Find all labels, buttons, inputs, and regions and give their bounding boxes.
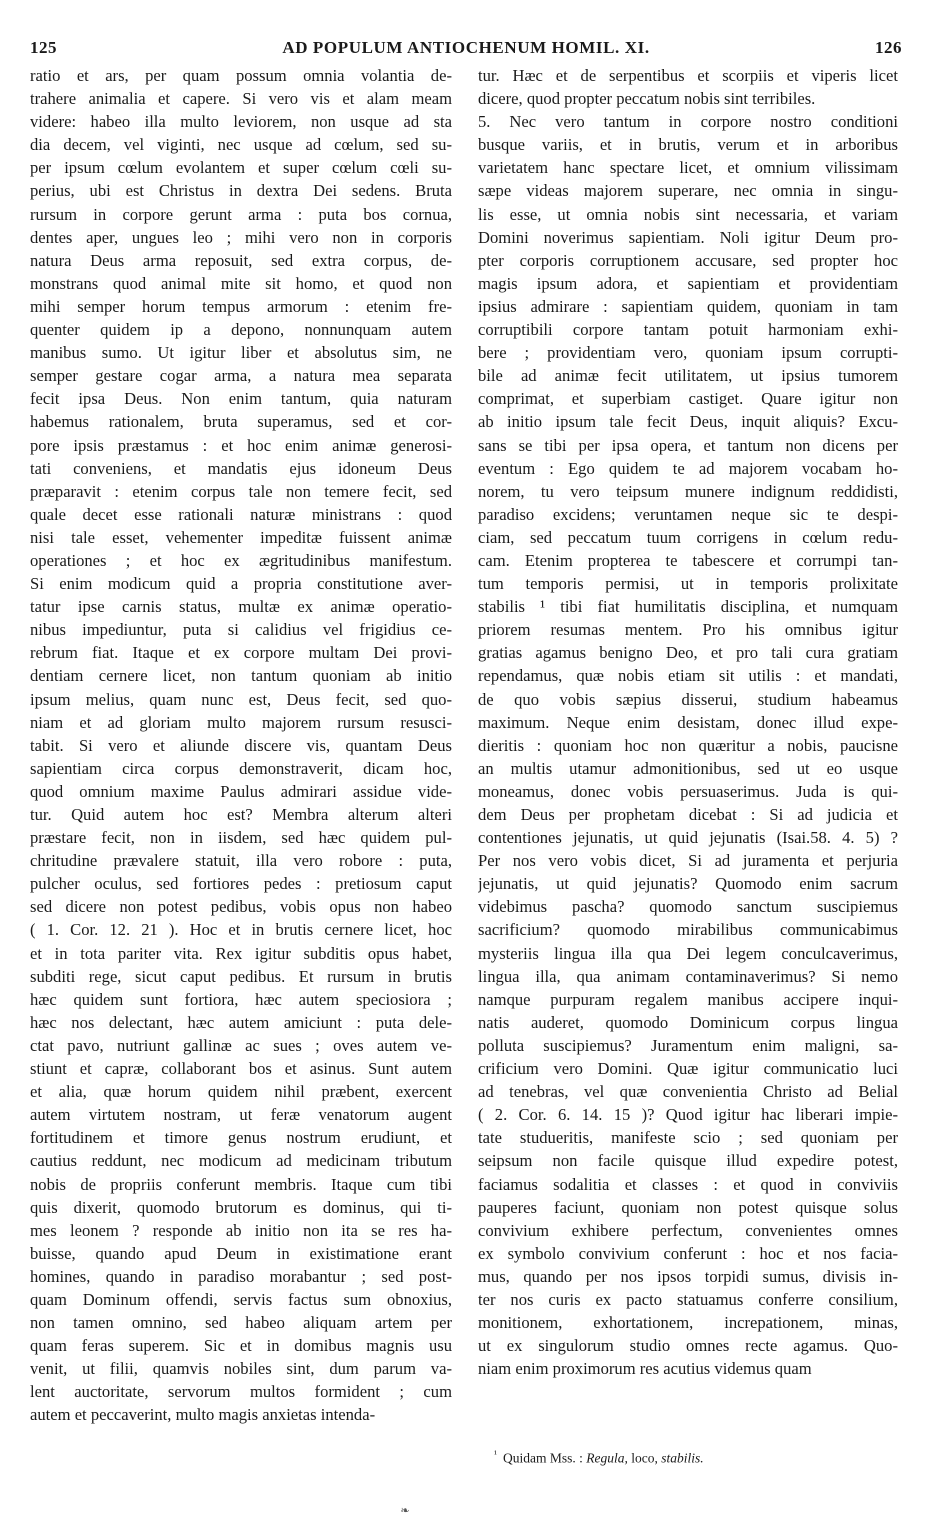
left-column-line: fecit ipsa Deus. Non enim tantum, quia naturam bbox=[30, 389, 452, 409]
left-column-line: autem et peccaverint, multo magis anxietas intenda- bbox=[30, 1405, 376, 1425]
left-column-line: pulcher oculus, sed fortiores pedes : pretiosum caput bbox=[30, 874, 452, 894]
footnote-lemma: stabilis. bbox=[661, 1450, 704, 1466]
running-header bbox=[30, 36, 902, 60]
left-column-line: ratio et ars, per quam possum omnia volantia de- bbox=[30, 66, 452, 85]
right-column-line: videbimus pascha? quomodo sanctum suscipiemus bbox=[478, 897, 898, 917]
left-column-line: non tamen omnino, sed habeo aliquam artem per bbox=[30, 1313, 452, 1333]
right-column-line: pter corporis corruptionem accusare, sed propter hoc bbox=[478, 250, 898, 270]
right-column-line: magis ipsum adora, et sapientiam et providentiam bbox=[478, 273, 898, 293]
footnote-mark: ¹ bbox=[494, 1449, 497, 1460]
left-column-line: videre: habeo illa multo leviorem, non usque ad sta bbox=[30, 112, 452, 132]
left-column-line: pore ipsis præstamus : et hoc enim animæ generosi- bbox=[30, 435, 452, 455]
right-column-line: an multis utamur admonitionibus, sed ut eo usque bbox=[478, 758, 898, 778]
left-column-line: tur. Quid autem hoc est? Membra alterum alteri bbox=[30, 805, 452, 824]
right-column-line: gratias agamus benigno Deo, et pro tali cura gratiam bbox=[478, 643, 898, 663]
right-column-line: varietatem hanc spectare licet, et omnium vilissimam bbox=[478, 158, 898, 178]
left-column-line: operationes ; et hoc ex ægritudinibus manifestum. bbox=[30, 550, 452, 570]
right-column-line: lingua illa, qua animam contaminaverimus? Si nemo bbox=[478, 966, 898, 986]
left-column-line: tatur ipse carnis status, multæ ex animæ operatio- bbox=[30, 597, 452, 617]
left-column-line: semper gestare cogar arma, a natura mea separata bbox=[30, 366, 452, 386]
right-column-line: ex symbolo convivium conferunt : hoc et nos facia- bbox=[478, 1243, 898, 1263]
right-column-line: sans se tibi per ipsa opera, et tantum non dicens per bbox=[478, 435, 898, 455]
right-column-line: niam enim proximorum res acutius videmus quam bbox=[478, 1359, 812, 1379]
right-column-line: seipsum non facile quisque illud expedire potest, bbox=[478, 1151, 898, 1171]
left-column-line: tati conveniens, et mandatis ejus idoneum Deus bbox=[30, 458, 452, 478]
running-title: AD POPULUM ANTIOCHENUM HOMIL. XI. bbox=[282, 38, 650, 57]
right-column-line: namque purpuram regalem manibus accipere inqui- bbox=[478, 989, 898, 1009]
right-column-line: stabilis ¹ tibi fiat humilitatis disciplina, et numquam bbox=[478, 597, 898, 617]
left-column-line: nobis de propriis conferunt membris. Itaque cum tibi bbox=[30, 1174, 452, 1194]
footnote bbox=[494, 1449, 704, 1467]
left-column-line: stiunt et capræ, collaborant bos et asinus. Sunt autem bbox=[30, 1059, 452, 1079]
page-number-right: 126 bbox=[874, 38, 902, 57]
right-column-line: priorem resumas mentem. Pro his omnibus igitur bbox=[478, 620, 898, 640]
left-column-line: rursum in corpore gerunt arma : puta bos cornua, bbox=[30, 204, 452, 224]
right-column-line: ter nos curis ex pacto statuamus conferre consilium, bbox=[478, 1289, 898, 1309]
right-column-line: moneamus, donec vobis persuaserimus. Juda is qui- bbox=[478, 781, 898, 801]
right-column-line: de quo vobis sæpius disserui, studium habeamus bbox=[478, 689, 898, 709]
left-column-line: quam Dominum offendi, servis factus sum obnoxius, bbox=[30, 1289, 452, 1309]
right-column-line: ab initio ipsum tale fecit Deus, inquit aliquis? Excu- bbox=[478, 412, 898, 432]
right-column-line: mus, quando per nos ipsos torpidi sumus, divisis in- bbox=[478, 1266, 898, 1286]
left-column-line: quis dixerit, quomodo brutorum es dominus, qui ti- bbox=[30, 1197, 452, 1217]
left-column-line: buisse, quando apud Deum in existimatione erant bbox=[30, 1243, 452, 1263]
left-column-line: chritudine prævalere statuit, illa vero robore : puta, bbox=[30, 851, 452, 871]
right-column-line: monitionem, exhortationem, increpationem, minas, bbox=[478, 1313, 898, 1333]
right-column-line: lis esse, ut omnia nobis sint necessaria, et variam bbox=[478, 204, 898, 224]
left-column-line: dentiam cernere licet, non tantum quoniam ab initio bbox=[30, 666, 452, 686]
left-column-line: præparavit : etenim corpus tale non temere fecit, sed bbox=[30, 481, 452, 501]
left-column-line: ipsum melius, quam nunc est, Deus fecit, sed quo- bbox=[30, 689, 452, 709]
right-column-line: rependamus, quæ nobis etiam sit utilis : et mandati, bbox=[478, 666, 898, 686]
right-column bbox=[478, 64, 898, 1380]
left-column-line: quenter quidem ip a depono, nonnunquam autem bbox=[30, 320, 452, 340]
left-column-line: dentes aper, ungues leo ; mihi vero non in corporis bbox=[30, 227, 452, 247]
left-column-line: fortitudinem et timore genus nostrum erudiunt, et bbox=[30, 1128, 452, 1148]
left-column-line: quam feras superem. Sic et in domibus magnis usu bbox=[30, 1336, 452, 1356]
right-column-line: convivium exhibere perfectum, convenientes omnes bbox=[478, 1220, 898, 1240]
right-column-line: norem, tu vero teipsum munere indignum reddidisti, bbox=[478, 481, 898, 501]
right-column-line: natis auderet, quomodo Dominicum corpus lingua bbox=[478, 1012, 898, 1032]
footnote-loco: loco, bbox=[631, 1450, 658, 1466]
left-column-line: sapientiam circa corpus demonstraverit, dicam hoc, bbox=[30, 758, 452, 778]
left-column-line: venit, ut filii, quamvis nobiles sint, dum parum va- bbox=[30, 1359, 452, 1379]
left-column-line: et in tota pariter vita. Rex igitur subditis opus habet, bbox=[30, 943, 452, 963]
right-column-line: dieritis : quoniam hoc non quæritur a nobis, paucisne bbox=[478, 735, 898, 755]
left-column-line: per ipsum cœlum evolantem et super cœlum cœli su- bbox=[30, 158, 452, 178]
left-column-line: mes leonem ? responde ab initio non ita se res ha- bbox=[30, 1220, 452, 1240]
left-column-line: sed dicere non potest pedibus, vobis opus non habeo bbox=[30, 897, 452, 917]
right-column-line: jejunatis, ut quid jejunatis? Quomodo enim sacrum bbox=[478, 874, 898, 894]
left-column-line: habemus rationalem, bruta superamus, sed et cor- bbox=[30, 412, 452, 432]
right-column-line: paradiso excidens; veruntamen neque sic te despi- bbox=[478, 504, 898, 524]
right-column-line: tate studueritis, manifeste scio ; sed quoniam per bbox=[478, 1128, 898, 1148]
footnote-variant: Regula, bbox=[586, 1450, 628, 1466]
left-column-line: cautius reddunt, nec modicum ad medicinam tributum bbox=[30, 1151, 452, 1171]
left-column-line: niam et ad gloriam multo majorem rursum resusci- bbox=[30, 712, 452, 732]
left-column-line: ( 1. Cor. 12. 21 ). Hoc et in brutis cernere licet, hoc bbox=[30, 920, 452, 940]
left-column-line: mihi semper horum tempus armorum : etenim fre- bbox=[30, 296, 452, 316]
left-column-line: tabit. Si vero et aliunde discere vis, quantam Deus bbox=[30, 735, 452, 755]
left-column-line: monstrans quod animal mite sit homo, et quod non bbox=[30, 273, 452, 293]
left-column-line: natura Deus arma reposuit, sed extra corpus, de- bbox=[30, 250, 452, 270]
left-column-line: hæc quidem sunt fortiora, hæc autem speciosiora ; bbox=[30, 989, 452, 1009]
left-column-line: trahere animalia et capere. Si vero vis et alam meam bbox=[30, 89, 452, 109]
left-column-line: ctat pavo, nutriunt gallinæ ac sues ; oves autem ve- bbox=[30, 1035, 452, 1055]
left-column-line: lent auctoritate, servorum multos formident ; cum bbox=[30, 1382, 452, 1402]
right-column-line: contentiones jejunatis, ut quid jejunatis (Isai.58. 4. 5) ? bbox=[478, 828, 898, 848]
right-column-line: busque variis, et in brutis, verum et in arboribus bbox=[478, 135, 898, 155]
left-column-line: quod omnium maxime Paulus admirari assidue vide- bbox=[30, 781, 452, 801]
right-column-line: tum temporis permisi, ut in temporis prolixitate bbox=[478, 574, 898, 594]
left-column-line: nibus impediuntur, puta si calidius vel frigidius ce- bbox=[30, 620, 452, 640]
right-column-line: sæpe videas majorem superare, nec omnia in singu- bbox=[478, 181, 898, 201]
left-column-line: rebrum fiat. Itaque et ex corpore multam Dei provi- bbox=[30, 643, 452, 663]
left-column-line: dia decem, vel viginti, nec usque ad cœlum, sed su- bbox=[30, 135, 452, 155]
right-column-line: eventum : Ego quidem te ad majorem vocabam ho- bbox=[478, 458, 898, 478]
right-column-line: tur. Hæc et de serpentibus et scorpiis et viperis licet bbox=[478, 66, 898, 85]
right-column-line: ipsius admirare : sapientiam quidem, quoniam in tam bbox=[478, 296, 898, 316]
left-column-line: et alia, quæ horum quidem nihil præbent, exercent bbox=[30, 1082, 452, 1102]
right-column-line: mysteriis lingua illa qua Dei legem conculcaverimus, bbox=[478, 943, 898, 963]
left-column-line: hæc nos delectant, hæc autem amiciunt : puta dele- bbox=[30, 1012, 452, 1032]
right-column-line: dem Deus per prophetam dicebat : Si ad judicia et bbox=[478, 805, 898, 824]
right-column-line: 5. Nec vero tantum in corpore nostro conditioni bbox=[478, 112, 898, 132]
left-column-line: nisi tale esset, vehementer impeditæ fuissent animæ bbox=[30, 527, 452, 547]
right-column-line: maximum. Neque enim desistam, donec illud expe- bbox=[478, 712, 898, 732]
left-column bbox=[30, 64, 452, 1427]
right-column-line: comprimat, et superbiam castiget. Quare igitur non bbox=[478, 389, 898, 409]
right-column-line: dicere, quod propter peccatum nobis sint terribiles. bbox=[478, 89, 816, 109]
right-column-line: bile ad animæ fecit utilitatem, ut ipsius tumorem bbox=[478, 366, 898, 386]
right-column-line: pauperes faciunt, quoniam non potest quisque solus bbox=[478, 1197, 898, 1217]
right-column-line: faciamus sodalitia et classes : et quod in conviviis bbox=[478, 1174, 898, 1194]
right-column-line: Domini noverimus sapientiam. Noli igitur Deum pro- bbox=[478, 227, 898, 247]
right-column-line: ut ex singulorum studio omnes recte agamus. Quo- bbox=[478, 1336, 898, 1356]
left-column-line: autem virtutem nostram, ut feræ venatorum augent bbox=[30, 1105, 452, 1125]
right-column-line: Per nos vero vobis dicet, Si ad juramenta et perjuria bbox=[478, 851, 898, 871]
right-column-line: ( 2. Cor. 6. 14. 15 )? Quod igitur hac liberari impie- bbox=[478, 1105, 898, 1125]
right-column-line: ciam, sed peccatum tuum corrigens in cœlum redu- bbox=[478, 527, 898, 547]
right-column-line: crificium vero Domini. Quæ igitur communicatio luci bbox=[478, 1059, 898, 1079]
right-column-line: sacrificium? quomodo mirabilibus communicabimus bbox=[478, 920, 898, 940]
right-column-line: polluta suscipiemus? Juramentum enim maligni, sa- bbox=[478, 1035, 898, 1055]
left-column-line: præstare fecit, non in iisdem, sed hæc quidem pul- bbox=[30, 828, 452, 848]
right-column-line: bere ; providentiam vero, quoniam ipsum corrupti- bbox=[478, 343, 898, 363]
right-column-line: cam. Etenim propterea te tabescere et corrumpi tan- bbox=[478, 550, 898, 570]
footnote-text: Quidam Mss. : bbox=[503, 1450, 583, 1466]
right-column-line: corruptibili corpore tantam potuit harmoniam exhi- bbox=[478, 320, 898, 340]
left-column-line: Si enim modicum quid a propria constitutione aver- bbox=[30, 574, 452, 594]
right-column-line: ad tenebras, vel quæ convenientia Christo ad Belial bbox=[478, 1082, 898, 1102]
left-column-line: manibus sumo. Ut igitur liber et absolutus sim, ne bbox=[30, 343, 452, 363]
ornament-icon: ❧ bbox=[400, 1505, 410, 1517]
left-column-line: homines, quando in paradiso morabantur ; sed post- bbox=[30, 1266, 452, 1286]
page-number-left: 125 bbox=[30, 38, 57, 57]
left-column-line: perius, ubi est Christus in dextra Dei sedens. Bruta bbox=[30, 181, 452, 201]
left-column-line: quale decet esse rationali naturæ ministrans : quod bbox=[30, 504, 452, 524]
left-column-line: subditi rege, sicut caput pedibus. Et rursum in brutis bbox=[30, 966, 452, 986]
